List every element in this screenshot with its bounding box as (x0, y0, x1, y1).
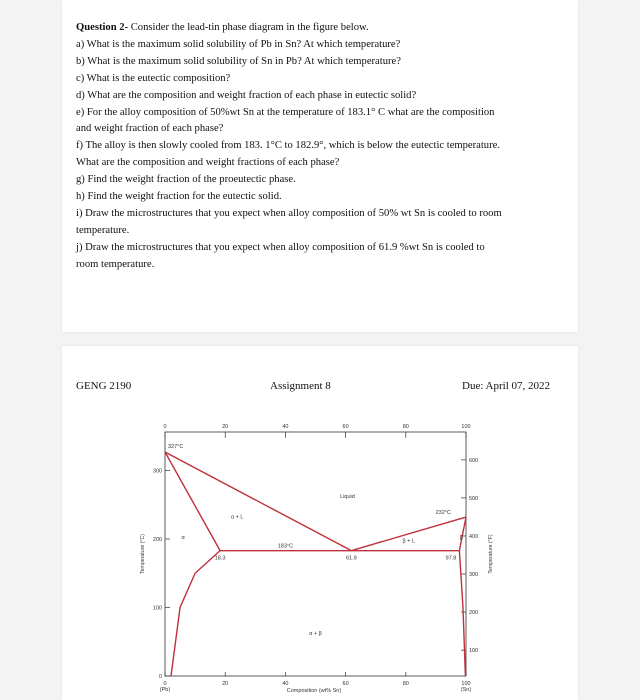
question-line: room temperature. (76, 258, 155, 270)
assignment-title: Assignment 8 (270, 380, 331, 392)
solvus-sn-line (459, 551, 465, 676)
assignment-page (62, 346, 578, 700)
region-label: α (181, 534, 185, 541)
question-page (62, 0, 578, 332)
y-tick-label-left: 0 (158, 674, 162, 680)
question-line: j) Draw the microstructures that you expect when alloy composition of 61.9 %wt Sn is cooled to (76, 241, 485, 253)
x-tick-label-top: 0 (163, 424, 167, 430)
x-axis-label: Composition (wt% Sn) (286, 688, 342, 694)
question-line: temperature. (76, 224, 130, 236)
question-line: e) For the alloy composition of 50%wt Sn at the temperature of 183.1° C what are the composition (76, 106, 495, 118)
diagram-annotation: 327°C (168, 444, 184, 450)
question-line: b) What is the maximum solid solubility of Sn in Pb? At which temperature? (76, 55, 401, 67)
region-label: β + L (402, 538, 416, 545)
x-tick-label-bottom: 80 (402, 681, 409, 687)
liquidus-sn-line (351, 517, 466, 551)
x-tick-label-bottom: 0 (163, 681, 167, 687)
solvus-pb-line (171, 551, 220, 676)
y-tick-label-right: 300 (469, 572, 479, 579)
x-tick-label-bottom: 60 (342, 681, 349, 687)
y-tick-label-right: 500 (469, 495, 479, 502)
x-tick-label-bottom: 20 (222, 681, 229, 687)
solidus-sn-line (459, 517, 466, 551)
y-tick-label-left: 200 (152, 536, 162, 543)
region-label: α + β (309, 630, 322, 637)
x-tick-label-top: 60 (342, 424, 349, 430)
x-tick-label-bottom: 100 (461, 681, 471, 687)
x-tick-label-top: 100 (461, 424, 471, 430)
x-tick-label-top: 20 (222, 424, 229, 430)
question-line: i) Draw the microstructures that you expect when alloy composition of 50% wt Sn is cooled to room (76, 207, 502, 219)
due-date: Due: April 07, 2022 (462, 380, 550, 392)
question-line: What are the composition and weight fractions of each phase? (76, 157, 340, 169)
region-label: Liquid (340, 493, 355, 500)
question-line: g) Find the weight fraction of the proeutectic phase. (76, 174, 296, 186)
question-line: h) Find the weight fraction for the eutectic solid. (76, 191, 282, 203)
diagram-annotation: 18.3 (214, 555, 226, 562)
question-intro: Consider the lead-tin phase diagram in the figure below. (128, 22, 369, 33)
question-block (76, 20, 570, 274)
question-line: c) What is the eutectic composition? (76, 72, 231, 84)
y-axis-label-right: Temperature (°F) (488, 534, 494, 574)
x-tick-label-top: 40 (282, 424, 289, 430)
y-tick-label-right: 200 (469, 610, 479, 617)
x-end-label-pb: (Pb) (159, 687, 171, 693)
diagram-annotation: 183°C (277, 543, 294, 550)
y-tick-label-left: 300 (152, 468, 162, 475)
plot-frame (165, 432, 466, 676)
y-axis-label-left: Temperature (°C) (140, 534, 146, 574)
question-line: f) The alloy is then slowly cooled from 183. 1°C to 182.9°, which is below the eutectic temperature. (76, 140, 500, 152)
diagram-annotation: 61.9 (345, 555, 357, 562)
x-tick-label-bottom: 40 (282, 681, 289, 687)
question-line: and weight fraction of each phase? (76, 123, 224, 135)
course-code: GENG 2190 (76, 380, 132, 392)
question-title: Question 2- (76, 22, 129, 33)
region-label: α + L (230, 514, 244, 521)
diagram-annotation: 97.8 (445, 555, 457, 562)
y-tick-label-right: 400 (469, 533, 479, 540)
diagram-annotation: 232°C (435, 510, 451, 517)
x-tick-label-top: 80 (402, 424, 409, 430)
question-line: a) What is the maximum solid solubility of Pb in Sn? At which temperature? (76, 38, 401, 50)
x-end-label-sn: (Sn) (460, 687, 472, 693)
question-heading (76, 20, 570, 37)
question-line: d) What are the composition and weight fraction of each phase in eutectic solid? (76, 89, 417, 101)
y-tick-label-right: 100 (469, 648, 479, 655)
y-tick-label-left: 100 (152, 605, 162, 612)
phase-diagram (62, 346, 578, 700)
region-label: β (459, 534, 463, 541)
y-tick-label-right: 600 (469, 457, 479, 464)
